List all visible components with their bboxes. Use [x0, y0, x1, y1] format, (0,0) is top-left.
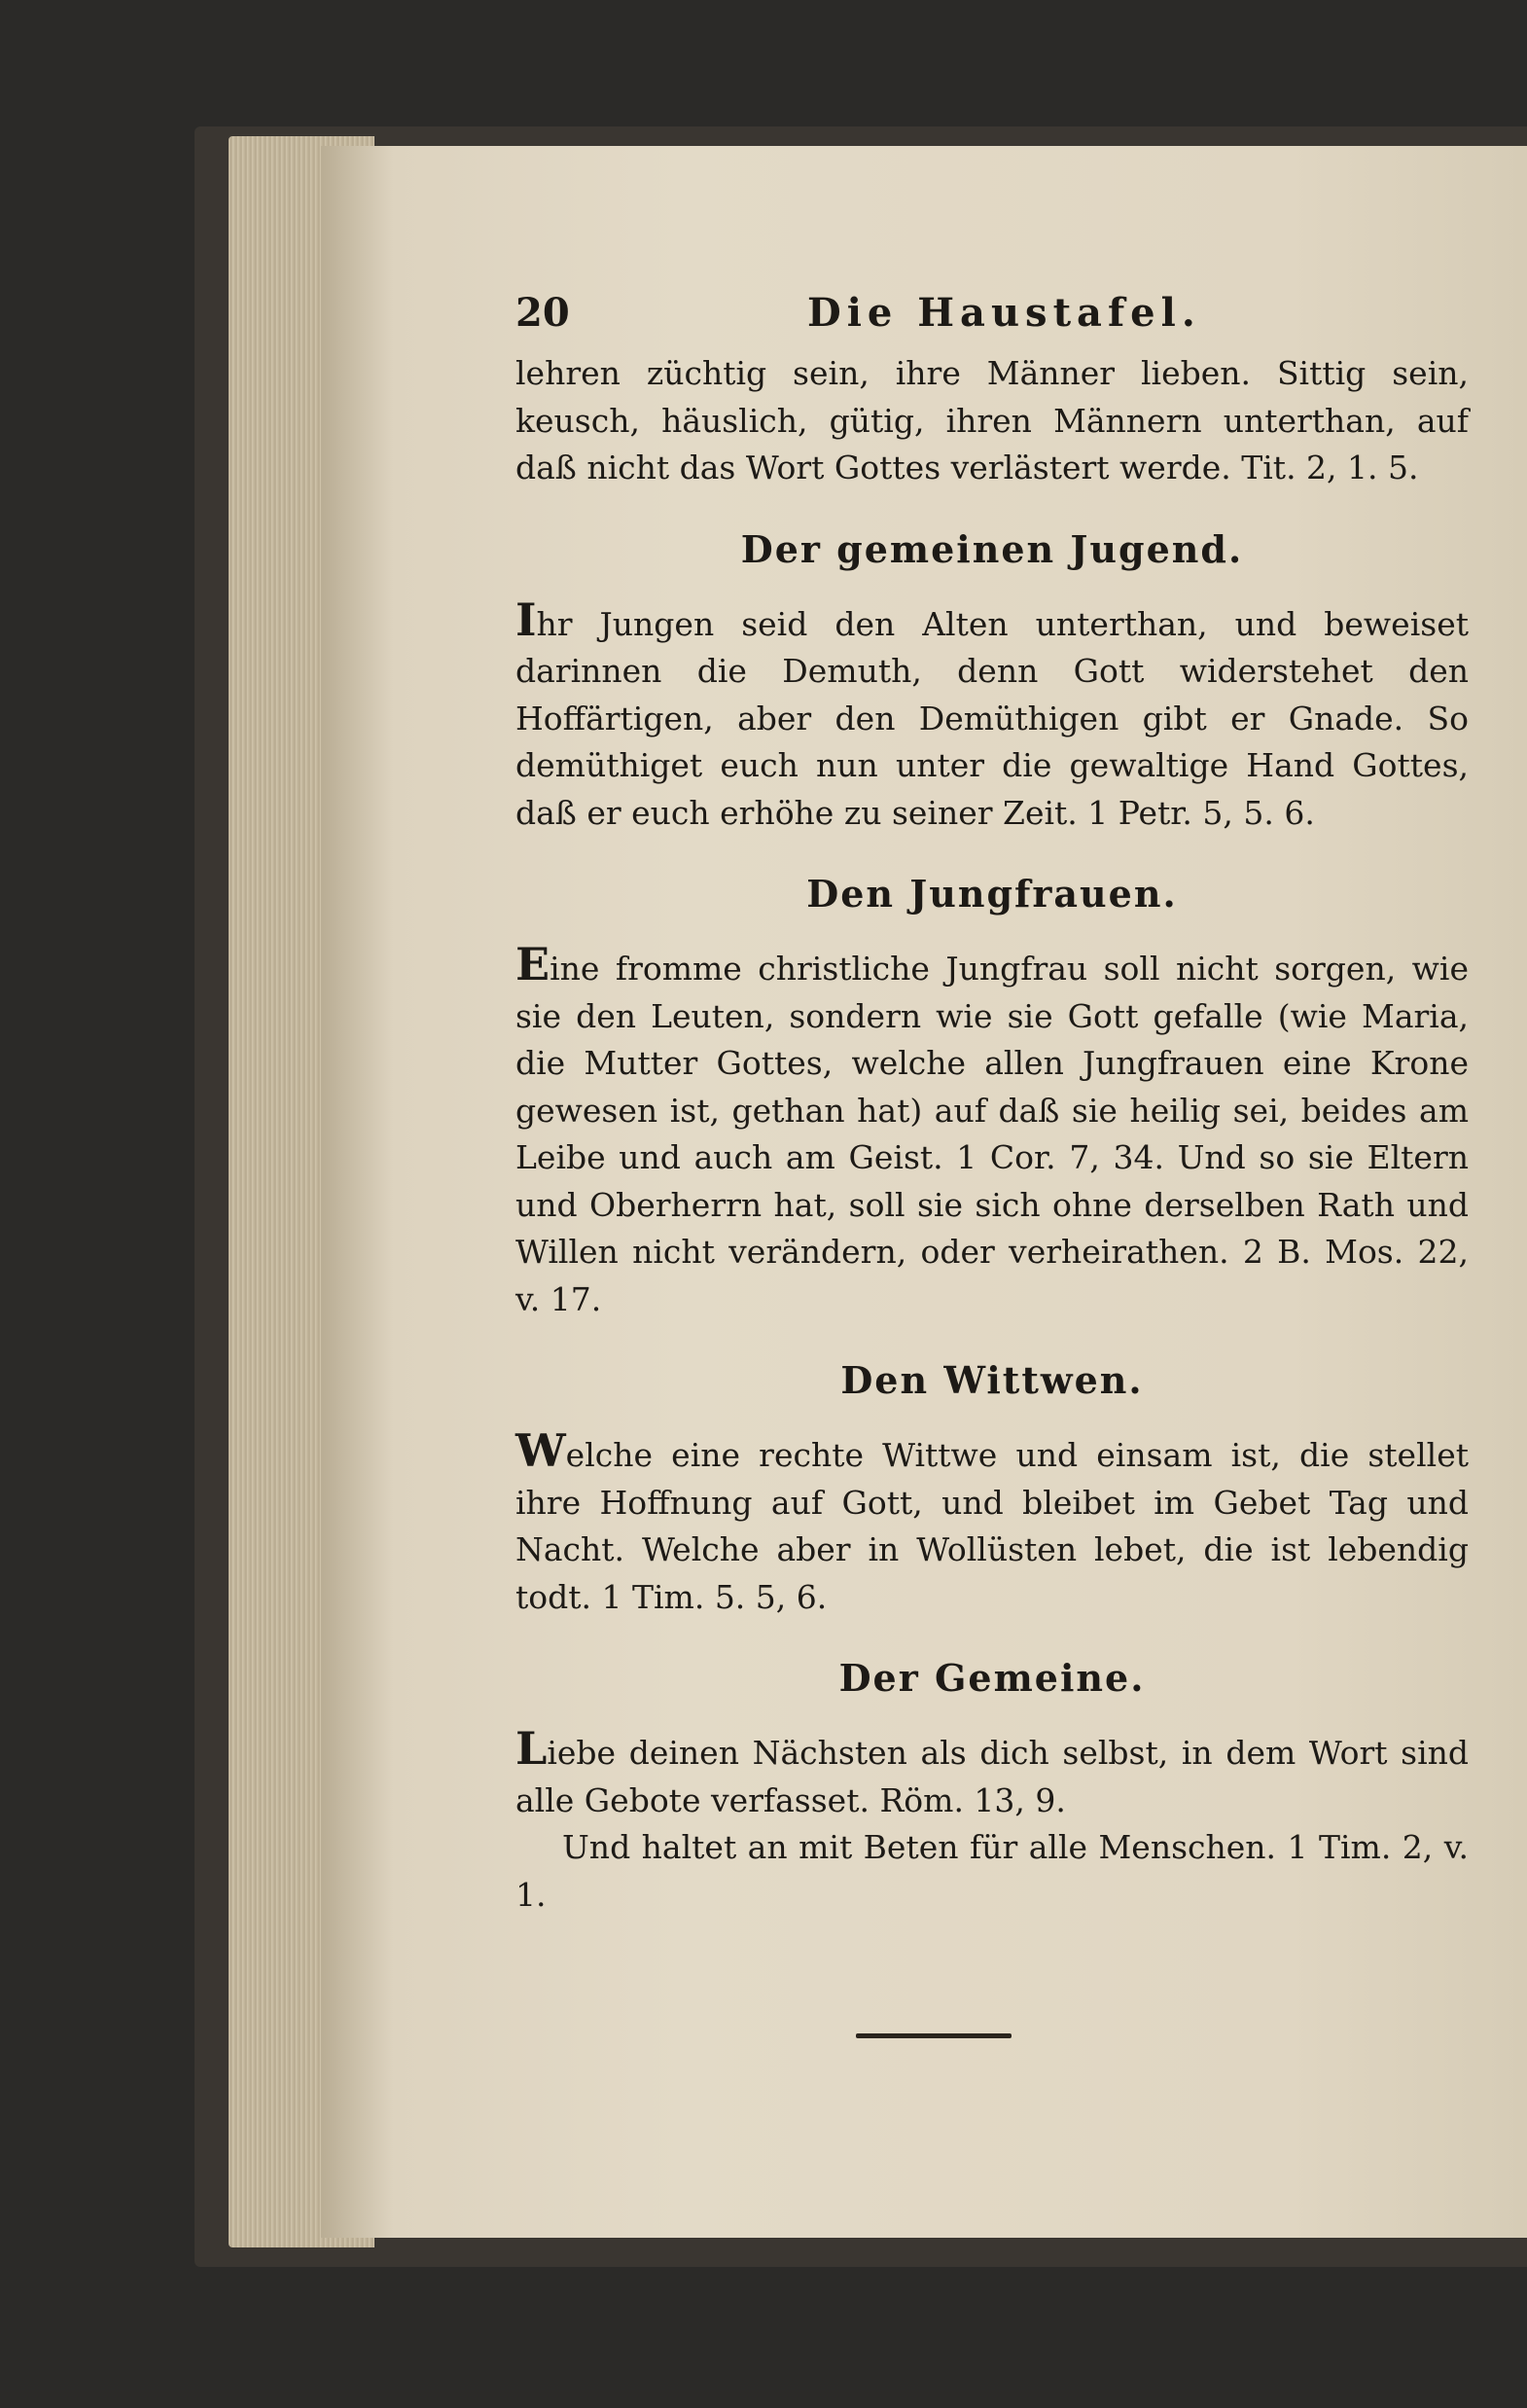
section-text-wittwen — [515, 1424, 1469, 1621]
closing-rule — [856, 2033, 1012, 2038]
running-title: Die Haustafel. — [807, 290, 1201, 336]
section-heading-gemeine: Der Gemeine. — [838, 1656, 1146, 1700]
section-text-gemeine — [515, 1722, 1469, 1824]
paragraph-text: hr Jungen seid den Alten unterthan, und beweiset darinnen die Demuth, denn Gott widerstehet den Hoffärtigen, aber den Demüthigen gibt er Gnade. So demüthiget euch nun unter die gewaltige Hand Gottes, daß er euch erhöhe zu seiner Zeit. 1 Petr. 5, 5. 6. — [515, 604, 1469, 832]
section-text-jugend — [515, 593, 1469, 838]
running-head — [515, 282, 1469, 350]
page-number: 20 — [515, 290, 570, 336]
dropcap: L — [515, 1722, 548, 1775]
dropcap: W — [515, 1424, 566, 1477]
section-heading-jungfrauen: Den Jungfrauen. — [806, 872, 1178, 916]
intro-paragraph: lehren züchtig sein, ihre Männer lieben. Sittig sein, keusch, häuslich, gütig, ihren Männern unterthan, auf daß nicht das Wort Gottes verlästert werde. Tit. 2, 1. 5. — [515, 354, 1469, 486]
section-heading-jugend: Der gemeinen Jugend. — [740, 526, 1244, 571]
dropcap: I — [515, 593, 537, 646]
section-text-gemeine-2: Und haltet an mit Beten für alle Menschen. 1 Tim. 2, v. 1. — [515, 1828, 1469, 1914]
section-heading-wittwen: Den Wittwen. — [840, 1358, 1144, 1402]
section-text-jungfrauen — [515, 938, 1469, 1323]
paragraph-text: iebe deinen Nächsten als dich selbst, in dem Wort sind alle Gebote verfasset. Röm. 13, 9. — [515, 1734, 1469, 1819]
page-content — [515, 282, 1469, 1919]
dropcap: E — [515, 938, 550, 990]
paragraph-text: elche eine rechte Wittwe und einsam ist, die stellet ihre Hoffnung auf Gott, und bleibet im Gebet Tag und Nacht. Welche aber in Wollüsten lebet, die ist lebendig todt. 1 Tim. 5. 5, 6. — [515, 1436, 1469, 1616]
paragraph-text: ine fromme christliche Jungfrau soll nicht sorgen, wie sie den Leuten, sondern wie sie Gott gefalle (wie Maria, die Mutter Gottes, welche allen Jungfrauen eine Krone gewesen ist, gethan hat) auf daß sie heilig sei, beides am Leibe und auch am Geist. 1 Cor. 7, 34. Und so sie Eltern und Oberherrn hat, soll sie sich ohne derselben Rath und Willen nicht verändern, oder verheirathen. 2 B. Mos. 22, v. 17. — [515, 950, 1469, 1318]
